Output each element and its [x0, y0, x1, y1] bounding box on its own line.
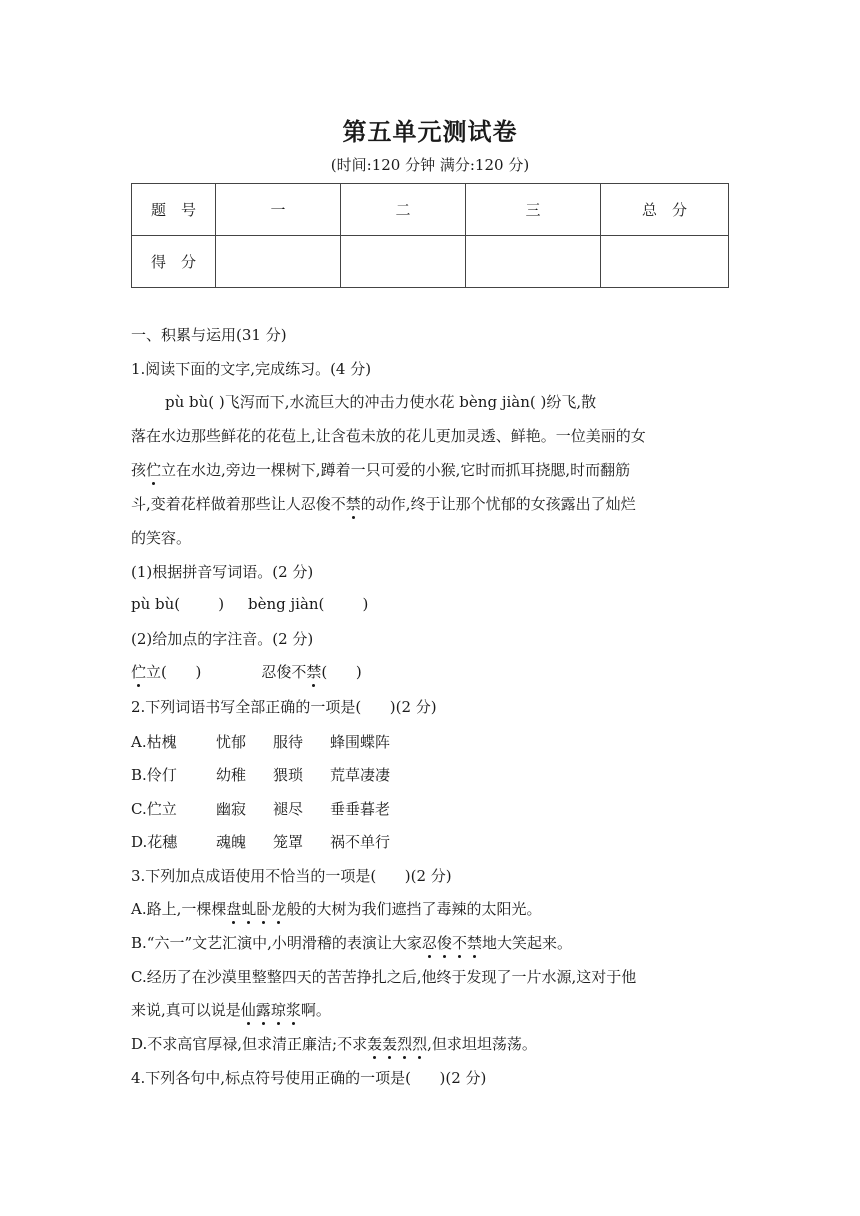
- dotted-char: 轰: [367, 1035, 383, 1053]
- dotted-char: 忍: [421, 934, 437, 952]
- score-header-cell: 题 号: [132, 184, 216, 236]
- dotted-char: 露: [255, 1001, 271, 1019]
- option-row: B.伶仃 幼稚 猥琐 荒草凄凄: [131, 766, 391, 784]
- question-1-stem: 1.阅读下面的文字,完成练习。(4 分): [131, 360, 372, 378]
- option-b: B.“六一”文艺汇演中,小明滑稽的表演让大家忍俊不禁地大笑起来。: [131, 934, 572, 952]
- page-title: 第五单元测试卷: [342, 118, 518, 146]
- dotted-idiom: [422, 934, 482, 952]
- dotted-char: 浆: [285, 1001, 301, 1019]
- score-cell: [341, 236, 466, 288]
- option-c-line2: 来说,真可以说是仙露琼浆啊。: [131, 1001, 331, 1019]
- dotted-char: 虬: [241, 900, 257, 918]
- score-value-row: [132, 236, 729, 288]
- dotted-char: 禁: [306, 663, 322, 681]
- dotted-idiom: [226, 900, 286, 918]
- score-header-row: [132, 184, 729, 236]
- score-header-cell: 三: [466, 184, 601, 236]
- question-4-stem: 4.下列各句中,标点符号使用正确的一项是( )(2 分): [131, 1069, 487, 1087]
- option-d: D.不求高官厚禄,但求清正廉洁;不求轰轰烈烈,但求坦坦荡荡。: [131, 1035, 537, 1053]
- score-header-cell: 一: [216, 184, 341, 236]
- passage-line: 落在水边那些鲜花的花苞上,让含苞未放的花儿更加灵透、鲜艳。一位美丽的女: [131, 427, 646, 445]
- score-cell: [466, 236, 601, 288]
- score-header-cell: 二: [341, 184, 466, 236]
- dotted-char: 烈: [412, 1035, 428, 1053]
- score-cell: [216, 236, 341, 288]
- score-table: [131, 183, 729, 288]
- question-1-passage: [131, 385, 731, 555]
- sub-question-2: (2)给加点的字注音。(2 分): [131, 630, 314, 648]
- question-3-stem: 3.下列加点成语使用不恰当的一项是( )(2 分): [131, 867, 452, 885]
- exam-subtitle: (时间:120 分钟 满分:120 分): [330, 156, 530, 174]
- option-c-line1: C.经历了在沙漠里整整四天的苦苦挣扎之后,他终于发现了一片水源,这对于他: [131, 968, 637, 986]
- passage-line: pù bù( )飞泻而下,水流巨大的冲击力使水花 bèng jiàn( )纷飞,散: [165, 393, 597, 411]
- dotted-char: 仙: [240, 1001, 256, 1019]
- passage-line: 的笑容。: [131, 529, 192, 547]
- dotted-char: 卧: [256, 900, 272, 918]
- dotted-char: 禁: [466, 934, 482, 952]
- dotted-char: 烈: [397, 1035, 413, 1053]
- dotted-char: 不: [451, 934, 467, 952]
- dotted-char: 琼: [270, 1001, 286, 1019]
- option-row: D.花穗 魂魄 笼罩 祸不单行: [131, 833, 391, 851]
- sub-question-1: (1)根据拼音写词语。(2 分): [131, 563, 314, 581]
- score-cell: [601, 236, 729, 288]
- sub-question-1-blanks: pù bù( ) bèng jiàn( ): [131, 595, 369, 613]
- dotted-char: 龙: [271, 900, 287, 918]
- score-header-cell: 总 分: [601, 184, 729, 236]
- passage-line: 斗,变着花样做着那些让人忍俊不禁的动作,终于让那个忧郁的女孩露出了灿烂: [131, 495, 636, 513]
- option-a: A.路上,一棵棵盘虬卧龙般的大树为我们遮挡了毒辣的太阳光。: [131, 900, 542, 918]
- score-row-label: 得 分: [132, 236, 216, 288]
- dotted-char: 俊: [436, 934, 452, 952]
- option-row: C.伫立 幽寂 褪尽 垂垂暮老: [131, 800, 391, 818]
- dotted-char: 盘: [226, 900, 242, 918]
- option-row: A.枯槐 忧郁 服待 蜂围蝶阵: [131, 733, 391, 751]
- dotted-char: 伫: [146, 461, 162, 479]
- dotted-idiom: [241, 1001, 301, 1019]
- sub-question-2-blanks: 伫立( ) 忍俊不禁( ): [131, 663, 362, 681]
- passage-line: 孩伫立在水边,旁边一棵树下,蹲着一只可爱的小猴,它时而抓耳挠腮,时而翻筋: [131, 461, 631, 479]
- question-2-stem: 2.下列词语书写全部正确的一项是( )(2 分): [131, 698, 437, 716]
- dotted-char: 轰: [382, 1035, 398, 1053]
- section-heading: 一、积累与运用(31 分): [131, 326, 287, 344]
- dotted-char: 禁: [345, 495, 361, 513]
- dotted-idiom: [367, 1035, 427, 1053]
- dotted-char: 伫: [131, 663, 147, 681]
